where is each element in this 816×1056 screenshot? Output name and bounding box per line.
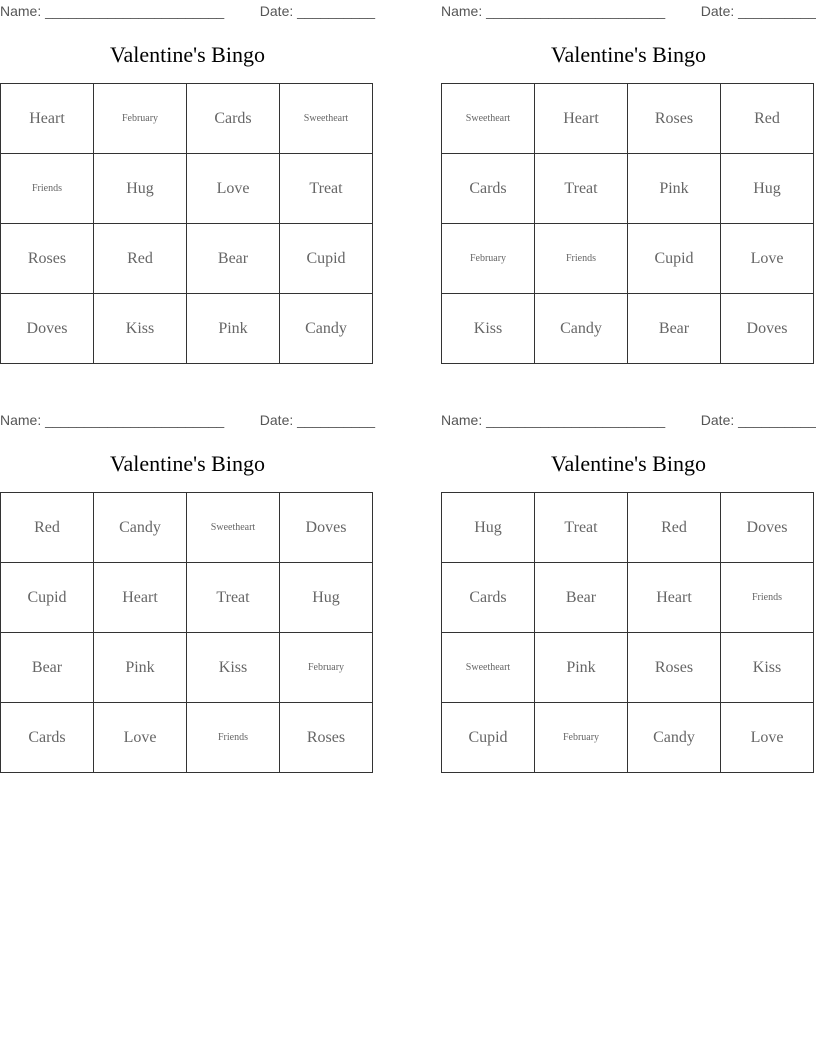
bingo-cell: Friends bbox=[721, 563, 814, 633]
bingo-cell: Heart bbox=[1, 84, 94, 154]
bingo-cell: Kiss bbox=[187, 633, 280, 703]
bingo-cell: February bbox=[442, 224, 535, 294]
bingo-cell: Red bbox=[721, 84, 814, 154]
date-field: Date: __________ bbox=[700, 412, 816, 428]
bingo-cell: February bbox=[280, 633, 373, 703]
bingo-cell: Red bbox=[1, 493, 94, 563]
bingo-cell: Bear bbox=[1, 633, 94, 703]
bingo-cell: Bear bbox=[535, 563, 628, 633]
bingo-cell: Love bbox=[94, 703, 187, 773]
bingo-cell: Cards bbox=[187, 84, 280, 154]
bingo-cell: Hug bbox=[94, 154, 187, 224]
bingo-cell: Heart bbox=[628, 563, 721, 633]
bingo-cell: Friends bbox=[187, 703, 280, 773]
bingo-cell: Hug bbox=[442, 493, 535, 563]
bingo-cell: Pink bbox=[94, 633, 187, 703]
bingo-cell: Doves bbox=[721, 493, 814, 563]
bingo-cell: Treat bbox=[187, 563, 280, 633]
bingo-cell: Bear bbox=[187, 224, 280, 294]
card-title: Valentine's Bingo bbox=[110, 42, 265, 67]
bingo-cell: Love bbox=[187, 154, 280, 224]
bingo-cell: Hug bbox=[280, 563, 373, 633]
bingo-cell: Heart bbox=[535, 84, 628, 154]
bingo-cell: Friends bbox=[535, 224, 628, 294]
bingo-cell: February bbox=[535, 703, 628, 773]
bingo-cell: Bear bbox=[628, 294, 721, 364]
bingo-cell: Cupid bbox=[442, 703, 535, 773]
grid-row bbox=[1, 633, 373, 703]
bingo-cell: Heart bbox=[94, 563, 187, 633]
grid-row bbox=[442, 154, 814, 224]
bingo-cell: Treat bbox=[535, 154, 628, 224]
name-field: Name: _______________________ bbox=[441, 412, 666, 428]
bingo-cell: Love bbox=[721, 224, 814, 294]
grid-row bbox=[442, 703, 814, 773]
date-field: Date: __________ bbox=[259, 3, 375, 19]
grid-row bbox=[1, 224, 373, 294]
bingo-grid bbox=[441, 492, 814, 773]
date-field: Date: __________ bbox=[259, 412, 375, 428]
bingo-cell: Doves bbox=[721, 294, 814, 364]
grid-row bbox=[442, 294, 814, 364]
bingo-cell: Doves bbox=[280, 493, 373, 563]
grid-row bbox=[442, 224, 814, 294]
bingo-cell: Red bbox=[94, 224, 187, 294]
grid-row bbox=[1, 294, 373, 364]
bingo-card-4 bbox=[441, 409, 816, 779]
bingo-cell: Roses bbox=[628, 633, 721, 703]
bingo-cell: Pink bbox=[535, 633, 628, 703]
bingo-cell: Candy bbox=[628, 703, 721, 773]
bingo-card-3 bbox=[0, 409, 375, 779]
bingo-cell: Red bbox=[628, 493, 721, 563]
bingo-cell: Kiss bbox=[721, 633, 814, 703]
bingo-cell: Roses bbox=[1, 224, 94, 294]
grid-row bbox=[1, 563, 373, 633]
grid-row bbox=[1, 493, 373, 563]
name-field: Name: _______________________ bbox=[0, 412, 225, 428]
bingo-cell: Sweetheart bbox=[442, 633, 535, 703]
bingo-grid bbox=[0, 83, 373, 364]
grid-row bbox=[1, 154, 373, 224]
bingo-cell: Kiss bbox=[94, 294, 187, 364]
bingo-cell: Doves bbox=[1, 294, 94, 364]
bingo-cell: Sweetheart bbox=[442, 84, 535, 154]
bingo-cell: Roses bbox=[280, 703, 373, 773]
card-title: Valentine's Bingo bbox=[110, 451, 265, 476]
date-field: Date: __________ bbox=[700, 3, 816, 19]
bingo-cell: Friends bbox=[1, 154, 94, 224]
bingo-cell: Pink bbox=[628, 154, 721, 224]
card-title: Valentine's Bingo bbox=[551, 451, 706, 476]
bingo-card-2 bbox=[441, 0, 816, 370]
card-title: Valentine's Bingo bbox=[551, 42, 706, 67]
bingo-cell: Cupid bbox=[280, 224, 373, 294]
bingo-cell: Pink bbox=[187, 294, 280, 364]
bingo-cell: Cupid bbox=[1, 563, 94, 633]
bingo-grid bbox=[441, 83, 814, 364]
bingo-cell: Hug bbox=[721, 154, 814, 224]
bingo-cell: Candy bbox=[94, 493, 187, 563]
bingo-card-1 bbox=[0, 0, 375, 370]
bingo-cell: Love bbox=[721, 703, 814, 773]
bingo-cell: Cards bbox=[1, 703, 94, 773]
bingo-cell: Cards bbox=[442, 563, 535, 633]
bingo-cell: Candy bbox=[280, 294, 373, 364]
bingo-grid bbox=[0, 492, 373, 773]
name-field: Name: _______________________ bbox=[0, 3, 225, 19]
bingo-cell: Cards bbox=[442, 154, 535, 224]
bingo-cell: Roses bbox=[628, 84, 721, 154]
bingo-cell: Sweetheart bbox=[280, 84, 373, 154]
bingo-cell: Treat bbox=[280, 154, 373, 224]
bingo-cell: Treat bbox=[535, 493, 628, 563]
bingo-cell: Sweetheart bbox=[187, 493, 280, 563]
grid-row bbox=[442, 493, 814, 563]
name-field: Name: _______________________ bbox=[441, 3, 666, 19]
grid-row bbox=[1, 84, 373, 154]
grid-row bbox=[442, 84, 814, 154]
bingo-cell: February bbox=[94, 84, 187, 154]
bingo-cell: Cupid bbox=[628, 224, 721, 294]
grid-row bbox=[1, 703, 373, 773]
bingo-cell: Kiss bbox=[442, 294, 535, 364]
grid-row bbox=[442, 633, 814, 703]
grid-row bbox=[442, 563, 814, 633]
bingo-cell: Candy bbox=[535, 294, 628, 364]
